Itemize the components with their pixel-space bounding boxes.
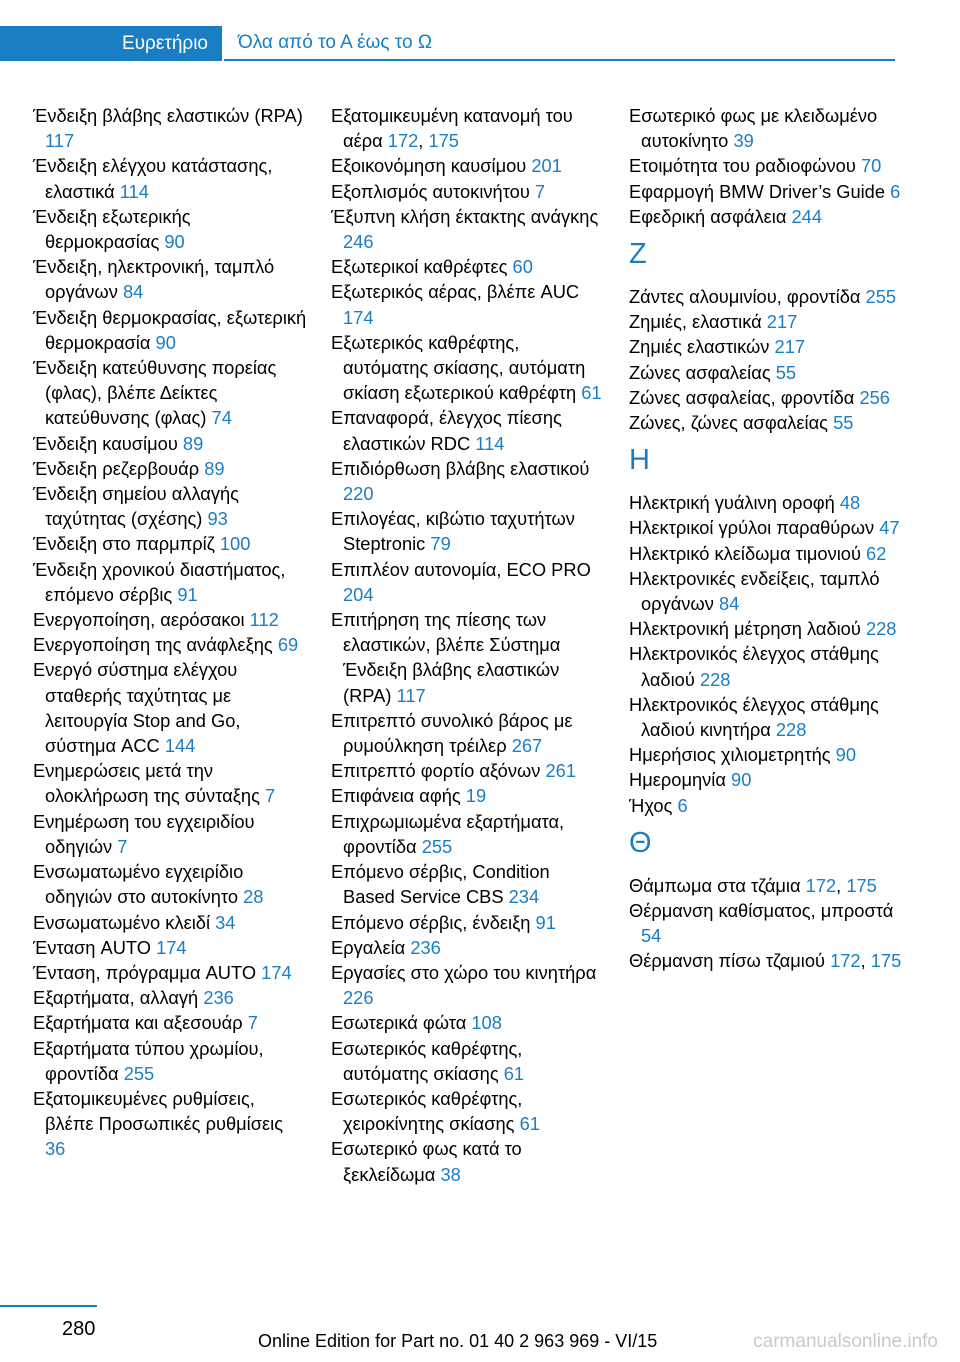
page-link[interactable]: 246 bbox=[343, 231, 374, 253]
page-link[interactable]: 90 bbox=[155, 331, 176, 353]
page-link[interactable]: 61 bbox=[519, 1113, 540, 1135]
index-entry-text: Εξοικονόμηση καυσίμου bbox=[331, 155, 527, 177]
index-entry-text: Ετοιμότητα του ραδιοφώνου bbox=[629, 155, 856, 177]
index-entry-text: Ένδειξη βλάβης ελαστικών (RPA) bbox=[33, 105, 303, 126]
index-entry bbox=[331, 1010, 606, 1035]
page-link[interactable]: 38 bbox=[440, 1163, 461, 1185]
index-entry-text: Ένδειξη ρεζερβουάρ bbox=[33, 457, 200, 479]
index-entry bbox=[331, 153, 606, 178]
watermark: carmanualsonline.info bbox=[753, 1331, 938, 1352]
index-entry bbox=[629, 541, 904, 566]
index-entry-text: Εργαλεία bbox=[331, 936, 406, 958]
index-entry bbox=[629, 898, 904, 948]
page-link[interactable]: 7 bbox=[534, 180, 546, 202]
index-entry-text: Ζάντες αλουμινίου, φροντίδα bbox=[629, 286, 861, 308]
index-entry-text: Ένδειξη καυσίμου bbox=[33, 432, 178, 454]
page-link[interactable]: 47 bbox=[879, 517, 900, 539]
page-link[interactable]: 174 bbox=[156, 936, 187, 958]
index-entry-text: Εσωτερικό φως με κλειδωμένο αυτοκίνητο bbox=[629, 105, 878, 152]
index-entry-text: Ημερομηνία bbox=[629, 769, 726, 791]
index-column-2 bbox=[331, 103, 606, 1187]
index-entry bbox=[629, 309, 904, 334]
index-entry-text: Εφεδρική ασφάλεια bbox=[629, 205, 787, 227]
index-column-1 bbox=[33, 103, 308, 1162]
page-link[interactable]: 228 bbox=[699, 668, 731, 690]
index-entry bbox=[33, 809, 308, 859]
page-link[interactable]: 84 bbox=[122, 281, 144, 303]
index-entry bbox=[331, 607, 606, 708]
page-link[interactable]: 91 bbox=[535, 911, 556, 933]
index-entry-text: Θάμπωμα στα τζάμια bbox=[629, 874, 801, 896]
page-link[interactable]: 172 bbox=[805, 874, 837, 896]
header bbox=[0, 26, 895, 61]
index-entry bbox=[629, 179, 904, 204]
index-entry-text: Επόμενο σέρβις, Condition Based Service CBS bbox=[331, 861, 550, 908]
index-entry-text: Εσωτερικός καθρέφτης, αυτόματης σκίασης bbox=[331, 1037, 523, 1084]
index-entry-text: Εξωτερικός καθρέφτης, αυτόματης σκίασης, αυτόματη σκίαση εξωτερικού καθρέφτη bbox=[331, 331, 586, 404]
index-entry bbox=[629, 284, 904, 309]
page-link[interactable]: 7 bbox=[117, 835, 128, 857]
page-link[interactable]: 79 bbox=[430, 533, 451, 555]
index-entry-text: Θέρμανση καθίσματος, μπροστά bbox=[629, 900, 894, 922]
index-entry bbox=[33, 531, 308, 556]
index-entry bbox=[331, 1086, 606, 1136]
page-link[interactable]: 174 bbox=[343, 306, 374, 328]
index-entry-text: Ζημιές ελαστικών bbox=[629, 336, 770, 358]
index-entry bbox=[629, 334, 904, 359]
index-entry bbox=[331, 204, 606, 254]
page-link[interactable]: 69 bbox=[277, 634, 299, 656]
index-entry-text: Ζώνες ασφαλείας bbox=[629, 361, 771, 383]
index-entry bbox=[33, 985, 308, 1010]
page-link[interactable]: 201 bbox=[531, 155, 562, 177]
page-link[interactable]: 54 bbox=[641, 925, 662, 947]
index-entry-text: Ηλεκτρονικός έλεγχος στάθμης λαδιού bbox=[629, 643, 879, 690]
index-letter-heading: Θ bbox=[629, 826, 652, 859]
index-entry-text: Θέρμανση πίσω τζαμιού bbox=[629, 950, 825, 972]
index-entry bbox=[629, 490, 904, 515]
index-entry bbox=[33, 910, 308, 935]
index-entry bbox=[33, 859, 308, 909]
index-entry bbox=[331, 557, 606, 607]
index-entry-text: Ένδειξη στο παρμπρίζ bbox=[33, 533, 215, 555]
index-entry-text: Ηλεκτρικό κλείδωμα τιμονιού bbox=[629, 542, 861, 564]
index-entry: Θάμπωμα στα τζάμια 172, 175 bbox=[629, 874, 877, 896]
index-entry bbox=[33, 1036, 308, 1086]
index-entry bbox=[629, 641, 904, 691]
index-entry bbox=[629, 153, 904, 178]
page-link[interactable]: 228 bbox=[775, 719, 807, 741]
index-entry-text: Εσωτερικό φως κατά το ξεκλείδωμα bbox=[331, 1138, 522, 1185]
page-link[interactable]: 89 bbox=[204, 457, 225, 479]
page-link[interactable]: 204 bbox=[343, 583, 374, 605]
page-link[interactable]: 62 bbox=[866, 542, 887, 564]
edition-footer: Online Edition for Part no. 01 40 2 963 969 - VI/15 bbox=[258, 1331, 658, 1351]
index-entry bbox=[331, 783, 606, 808]
index-entry-text: Επιτρεπτό συνολικό βάρος με ρυμούλκηση τρέιλερ bbox=[331, 709, 573, 757]
index-entry bbox=[629, 360, 904, 385]
index-entry bbox=[629, 742, 904, 767]
index-entry-text: Επιπλέον αυτονομία, ECO PRO bbox=[331, 558, 591, 580]
index-letter-heading: Z bbox=[629, 238, 647, 271]
index-entry bbox=[33, 960, 308, 985]
page-link[interactable]: 60 bbox=[512, 256, 533, 278]
index-entry bbox=[33, 355, 308, 431]
index-entry bbox=[33, 305, 308, 355]
page-link[interactable]: 61 bbox=[503, 1062, 525, 1084]
index-entry bbox=[33, 431, 308, 456]
page-link[interactable]: 74 bbox=[211, 407, 232, 429]
page-link[interactable]: 90 bbox=[731, 769, 752, 791]
index-entry-text: Εξωτερικός αέρας, βλέπε AUC bbox=[331, 281, 580, 303]
index-entry bbox=[629, 410, 904, 435]
page-link[interactable]: 217 bbox=[766, 311, 798, 333]
page-link[interactable]: 228 bbox=[865, 618, 897, 640]
page-link[interactable]: 144 bbox=[164, 735, 196, 757]
page-number-rule bbox=[0, 1305, 97, 1307]
index-entry bbox=[331, 179, 606, 204]
index-entry bbox=[629, 515, 904, 540]
index-entry-text: Ενημέρωση του εγχειριδίου οδηγιών bbox=[33, 810, 255, 857]
page-link[interactable]: 6 bbox=[890, 180, 901, 202]
index-entry bbox=[331, 758, 606, 783]
index-entry bbox=[331, 809, 606, 859]
index-entry bbox=[33, 632, 308, 657]
page-link[interactable]: 39 bbox=[733, 130, 754, 152]
index-entry bbox=[629, 616, 904, 641]
page-link[interactable]: 234 bbox=[508, 886, 540, 908]
page-link[interactable]: 172 bbox=[830, 950, 861, 972]
index-entry bbox=[33, 935, 308, 960]
index-entry-text: Επιδιόρθωση βλάβης ελαστικού bbox=[331, 457, 590, 479]
index-entry-text: Ενσωματωμένο εγχειρίδιο οδηγιών στο αυτοκίνητο bbox=[33, 861, 244, 908]
index-entry-text: Έξυπνη κλήση έκτακτης ανάγκης bbox=[331, 205, 599, 227]
page-link[interactable]: 112 bbox=[249, 609, 279, 631]
index-entry-text: Εξαρτήματα και αξεσουάρ bbox=[33, 1012, 243, 1034]
index-entry bbox=[629, 767, 904, 792]
index-entry-text: Επιφάνεια αφής bbox=[331, 785, 461, 807]
page-link[interactable]: 28 bbox=[243, 886, 264, 908]
page-link[interactable]: 90 bbox=[835, 744, 856, 766]
page-link[interactable]: 117 bbox=[45, 130, 75, 152]
index-entry-text: Ζώνες ασφαλείας, φροντίδα bbox=[629, 386, 855, 408]
index-entry-text: Ηλεκτρονικός έλεγχος στάθμης λαδιού κινητήρα bbox=[629, 693, 879, 741]
index-entry: Εξατομικευμένη κατανομή του αέρα 172, 175 bbox=[331, 105, 573, 152]
index-entry-text: Επαναφορά, έλεγχος πίεσης ελαστικών RDC bbox=[331, 407, 562, 454]
index-entry-text: Ενσωματωμένο κλειδί bbox=[33, 911, 211, 933]
index-entry-text: Ηλεκτρικοί γρύλοι παραθύρων bbox=[629, 517, 875, 539]
index-entry-text: Ένδειξη σημείου αλλαγής ταχύτητας (σχέσης) bbox=[33, 483, 239, 530]
index-entry bbox=[629, 566, 904, 616]
page-link[interactable]: 36 bbox=[45, 1138, 66, 1160]
page-link[interactable]: 226 bbox=[343, 987, 374, 1009]
page-link[interactable]: 114 bbox=[119, 180, 149, 202]
index-entry bbox=[331, 254, 606, 279]
page-link[interactable]: 244 bbox=[791, 205, 823, 227]
index-entry-text: Ένδειξη ελέγχου κατάστασης, ελαστικά bbox=[33, 155, 273, 202]
page-link[interactable]: 175 bbox=[846, 874, 877, 896]
index-entry-text: Εξαρτήματα, αλλαγή bbox=[33, 987, 199, 1009]
page-link[interactable]: 90 bbox=[164, 231, 185, 253]
page-link[interactable]: 255 bbox=[421, 835, 453, 857]
index-entry-text: Ένδειξη θερμοκρασίας, εξωτερική θερμοκρασία bbox=[33, 306, 307, 353]
page-link[interactable]: 7 bbox=[247, 1012, 258, 1034]
page-link[interactable]: 100 bbox=[219, 533, 251, 555]
index-entry-text: Ένδειξη εξωτερικής θερμοκρασίας bbox=[33, 205, 191, 253]
index-entry-text: Ζημιές, ελαστικά bbox=[629, 311, 762, 333]
index-entry-text: Ένδειξη κατεύθυνσης πορείας (φλας), βλέπε Δείκτες κατεύθυνσης (φλας) bbox=[33, 357, 277, 429]
index-entry bbox=[331, 405, 606, 455]
index-entry bbox=[331, 935, 606, 960]
index-entry bbox=[331, 910, 606, 935]
page-link[interactable]: 174 bbox=[261, 961, 292, 983]
page-link[interactable]: 89 bbox=[182, 432, 204, 454]
index-entry bbox=[331, 506, 606, 556]
page-link[interactable]: 91 bbox=[177, 583, 198, 605]
page-link[interactable]: 261 bbox=[545, 760, 577, 782]
index-entry-text: Ήχος bbox=[629, 794, 673, 816]
index-entry-text: Εξαρτήματα τύπου χρωμίου, φροντίδα bbox=[33, 1037, 264, 1084]
index-entry-text: Εξωτερικοί καθρέφτες bbox=[331, 256, 508, 278]
index-entry bbox=[33, 758, 308, 808]
page-link[interactable]: 114 bbox=[475, 432, 505, 454]
index-entry-text: Επόμενο σέρβις, ένδειξη bbox=[331, 911, 531, 933]
index-entry bbox=[331, 1036, 606, 1086]
page-link[interactable]: 6 bbox=[677, 794, 688, 816]
page-link[interactable]: 93 bbox=[207, 508, 228, 530]
page-link[interactable]: 236 bbox=[203, 987, 234, 1009]
index-entry-text: Επιλογέας, κιβώτιο ταχυτήτων Steptronic bbox=[331, 508, 575, 555]
index-entry bbox=[33, 481, 308, 531]
index-entry-text: Επιτήρηση της πίεσης των ελαστικών, βλέπε Σύστημα Ένδειξη βλάβης ελαστικών (RPA) bbox=[331, 609, 561, 706]
page-link[interactable]: 255 bbox=[865, 286, 897, 308]
page-link[interactable]: 217 bbox=[774, 336, 806, 358]
index-entry-text: Ενεργοποίηση της ανάφλεξης bbox=[33, 634, 273, 656]
index-entry bbox=[33, 1086, 308, 1162]
index-entry-text: Επιχρωμιωμένα εξαρτήματα, φροντίδα bbox=[331, 810, 565, 857]
index-letter-heading: H bbox=[629, 444, 650, 477]
tab-a-to-z[interactable]: Όλα από το Α έως το Ω bbox=[224, 26, 895, 61]
page-link[interactable]: 220 bbox=[343, 483, 374, 505]
index-entry-text: Εσωτερικός καθρέφτης, χειροκίνητης σκίασης bbox=[331, 1087, 523, 1135]
index-entry-text: Ηλεκτρονική μέτρηση λαδιού bbox=[629, 618, 861, 640]
index-entry-text: Ένδειξη, ηλεκτρονική, ταμπλό οργάνων bbox=[33, 256, 275, 303]
index-entry-text: Ηλεκτρονικές ενδείξεις, ταμπλό οργάνων bbox=[629, 567, 880, 615]
index-entry bbox=[33, 1010, 308, 1035]
index-entry bbox=[33, 153, 308, 203]
index-entry bbox=[33, 103, 308, 153]
page-link[interactable]: 255 bbox=[123, 1062, 155, 1084]
index-entry bbox=[33, 557, 308, 607]
index-entry bbox=[629, 204, 904, 229]
index-entry bbox=[331, 859, 606, 909]
index-entry-text: Εφαρμογή BMW Driver’s Guide bbox=[629, 180, 886, 202]
index-entry bbox=[33, 456, 308, 481]
page-link[interactable]: 34 bbox=[215, 911, 236, 933]
index-entry-text: Ενεργό σύστημα ελέγχου σταθερής ταχύτητας με λειτουργία Stop and Go, σύστημα ACC bbox=[33, 659, 241, 757]
page-link[interactable]: 55 bbox=[775, 361, 797, 383]
page-link[interactable]: 256 bbox=[859, 386, 890, 408]
index-entry-text: Ενημερώσεις μετά την ολοκλήρωση της σύνταξης bbox=[33, 760, 260, 807]
index-entry bbox=[629, 103, 904, 153]
index-entry-text: Ενεργοποίηση, αερόσακοι bbox=[33, 609, 245, 631]
index-entry-text: Εξοπλισμός αυτοκινήτου bbox=[331, 180, 530, 202]
index-entry-text: Ένταση, πρόγραμμα AUTO bbox=[33, 961, 257, 983]
tab-index[interactable]: Ευρετήριο bbox=[0, 26, 222, 61]
index-entry-text: Επιτρεπτό φορτίο αξόνων bbox=[331, 760, 541, 782]
index-entry bbox=[629, 385, 904, 410]
index-entry bbox=[33, 607, 308, 632]
page-link[interactable]: 267 bbox=[511, 735, 543, 757]
page-link[interactable]: 236 bbox=[410, 936, 441, 958]
index-entry-text: Ένταση AUTO bbox=[33, 936, 151, 958]
index-entry-text: Ημερήσιος χιλιομετρητής bbox=[629, 744, 831, 766]
page-link[interactable]: 48 bbox=[839, 492, 861, 514]
index-entry bbox=[331, 279, 606, 329]
index-entry bbox=[629, 793, 904, 818]
index-entry bbox=[33, 657, 308, 758]
index-entry bbox=[331, 456, 606, 506]
index-entry bbox=[331, 330, 606, 406]
index-entry bbox=[331, 1136, 606, 1186]
page-link[interactable]: 175 bbox=[870, 950, 902, 972]
index-entry: Θέρμανση πίσω τζαμιού 172, 175 bbox=[629, 950, 902, 972]
index-entry bbox=[33, 254, 308, 304]
page-link[interactable]: 55 bbox=[833, 412, 854, 434]
index-entry-text: Ηλεκτρική γυάλινη οροφή bbox=[629, 492, 835, 514]
index-entry-text: Ζώνες, ζώνες ασφαλείας bbox=[629, 412, 828, 434]
page-link[interactable]: 84 bbox=[718, 593, 740, 615]
index-column-3 bbox=[629, 103, 904, 974]
page-link[interactable]: 108 bbox=[471, 1012, 502, 1034]
page-link[interactable]: 172 bbox=[387, 130, 419, 152]
index-entry-text: Εξατομικευμένη κατανομή του αέρα bbox=[331, 105, 573, 152]
index-entry bbox=[331, 960, 606, 1010]
page-link[interactable]: 175 bbox=[428, 130, 459, 152]
page-link[interactable]: 70 bbox=[860, 155, 882, 177]
index-entry bbox=[33, 204, 308, 254]
index-entry-text: Εσωτερικά φώτα bbox=[331, 1012, 467, 1034]
page-link[interactable]: 7 bbox=[265, 785, 276, 807]
index-entry bbox=[629, 692, 904, 742]
page-link[interactable]: 19 bbox=[465, 785, 487, 807]
page-number: 280 bbox=[62, 1318, 96, 1340]
index-entry-text: Εξατομικευμένες ρυθμίσεις, βλέπε Προσωπικές ρυθμίσεις bbox=[33, 1087, 284, 1135]
index-entry-text: Εργασίες στο χώρο του κινητήρα bbox=[331, 961, 597, 983]
page-link[interactable]: 61 bbox=[581, 382, 602, 404]
index-entry bbox=[331, 708, 606, 758]
index-entry-text: Ένδειξη χρονικού διαστήματος, επόμενο σέρβις bbox=[33, 558, 286, 605]
page-link[interactable]: 117 bbox=[396, 684, 426, 706]
